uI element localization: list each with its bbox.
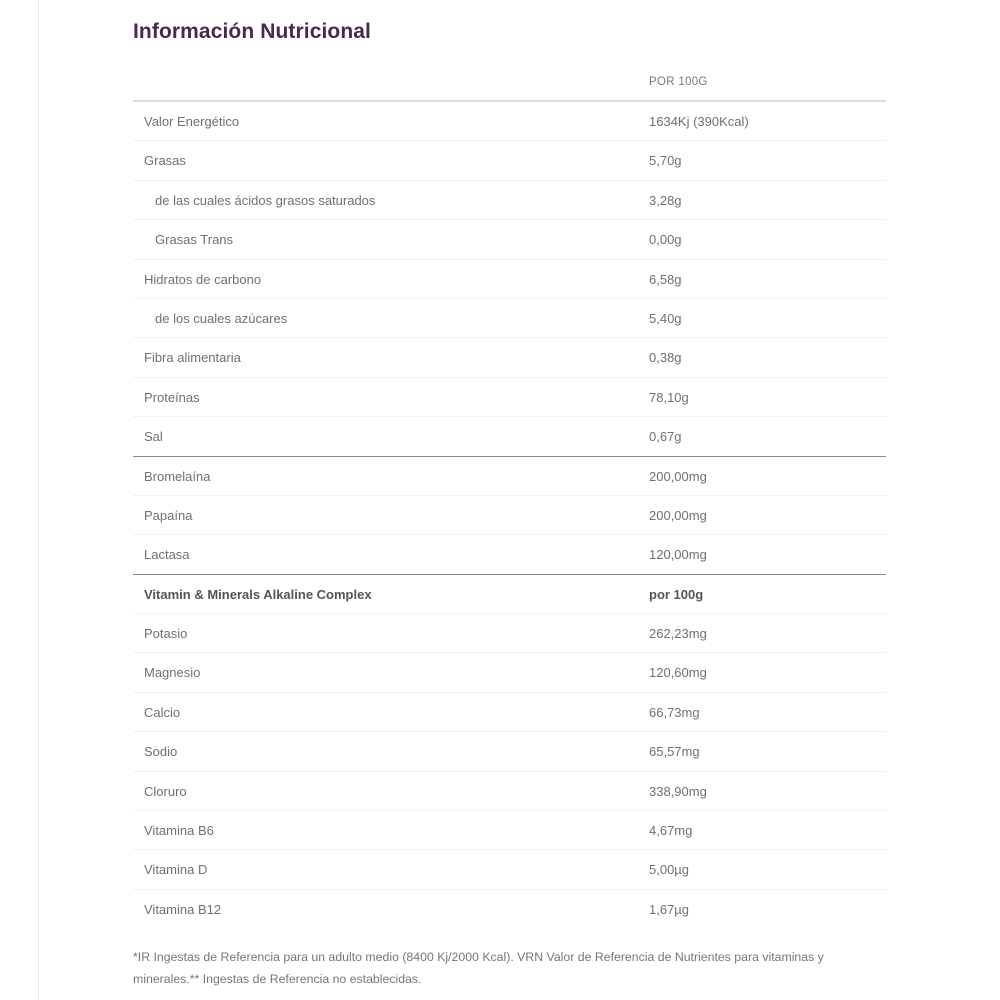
- table-row: [133, 850, 886, 889]
- table-row: [133, 417, 886, 456]
- nutrient-value: 1634Kj (390Kcal): [649, 114, 749, 129]
- nutrient-value: 0,00g: [649, 232, 682, 248]
- nutrient-value: 120,00mg: [649, 547, 707, 563]
- nutrient-label: Grasas: [144, 153, 186, 169]
- nutrient-value: 3,28g: [649, 192, 682, 208]
- nutrient-value: 5,00µg: [649, 862, 690, 878]
- nutrient-value: 200,00mg: [649, 507, 707, 523]
- nutrient-label: Calcio: [144, 704, 181, 720]
- table-row: [133, 220, 886, 259]
- table-header: [133, 62, 886, 102]
- footnote: *IR Ingestas de Referencia para un adulto medio (8400 Kj/2000 Kcal). VRN Valor de Referencia de Nutrientes para vitaminas y minerales.** Ingestas de Referencia no establecidas.: [133, 950, 824, 986]
- table-row: [133, 811, 886, 850]
- table-row: [133, 772, 886, 811]
- nutrient-label: Grasas Trans: [155, 232, 234, 248]
- nutrient-value: 78,10g: [649, 389, 689, 405]
- nutrient-value: 262,23mg: [649, 626, 707, 642]
- table-row: [133, 378, 886, 417]
- nutrient-label: Bromelaína: [144, 468, 211, 484]
- nutrient-value: 6,58g: [649, 271, 682, 287]
- subheader-value: por 100g: [649, 586, 704, 602]
- table-row: [133, 457, 886, 496]
- nutrient-label: Fibra alimentaria: [144, 350, 241, 366]
- table-row: [133, 181, 886, 220]
- table-row: [133, 535, 886, 574]
- nutrient-value: 0,38g: [649, 350, 682, 366]
- nutrient-label: Proteínas: [144, 389, 200, 405]
- nutrient-value: 5,70g: [649, 153, 682, 169]
- table-subheader-row: [133, 575, 886, 614]
- nutrient-label: Valor Energético: [144, 114, 240, 129]
- table-row: [133, 496, 886, 535]
- nutrient-label: de las cuales ácidos grasos saturados: [155, 192, 376, 208]
- nutrient-label: Papaína: [144, 507, 193, 523]
- table-row: [133, 260, 886, 299]
- nutrition-table: [133, 62, 886, 929]
- table-row: [133, 653, 886, 692]
- nutrient-label: Hidratos de carbono: [144, 271, 262, 287]
- nutrient-label: Lactasa: [144, 547, 190, 563]
- table-row: [133, 102, 886, 141]
- table-row: [133, 338, 886, 377]
- nutrient-value: 0,67g: [649, 429, 682, 445]
- nutrient-label: Vitamina D: [144, 862, 208, 878]
- nutrient-value: 65,57mg: [649, 744, 700, 760]
- nutrient-label: Sal: [144, 429, 163, 445]
- nutrient-value: 338,90mg: [649, 783, 707, 799]
- table-row: [133, 890, 886, 929]
- nutrient-value: 4,67mg: [649, 823, 693, 839]
- column-header-per-100g: POR 100G: [649, 76, 708, 88]
- nutrient-label: de los cuales azúcares: [155, 310, 288, 326]
- nutrient-label: Vitamina B12: [144, 901, 222, 917]
- nutrient-label: Cloruro: [144, 783, 187, 799]
- table-row: [133, 141, 886, 180]
- nutrient-value: 66,73mg: [649, 704, 700, 720]
- section-title: Información Nutricional: [133, 20, 371, 43]
- nutrient-label: Magnesio: [144, 665, 201, 681]
- nutrient-value: 1,67µg: [649, 901, 690, 917]
- nutrient-value: 5,40g: [649, 310, 682, 326]
- page-left-border: [38, 0, 39, 1000]
- table-row: [133, 732, 886, 771]
- table-row: [133, 299, 886, 338]
- nutrient-label: Vitamina B6: [144, 823, 214, 839]
- nutrient-value: 120,60mg: [649, 665, 707, 681]
- subheader-label: Vitamin & Minerals Alkaline Complex: [144, 586, 372, 602]
- nutrient-label: Potasio: [144, 626, 188, 642]
- nutrient-label: Sodio: [144, 744, 178, 760]
- table-row: [133, 693, 886, 732]
- nutrient-value: 200,00mg: [649, 468, 707, 484]
- table-row: [133, 614, 886, 653]
